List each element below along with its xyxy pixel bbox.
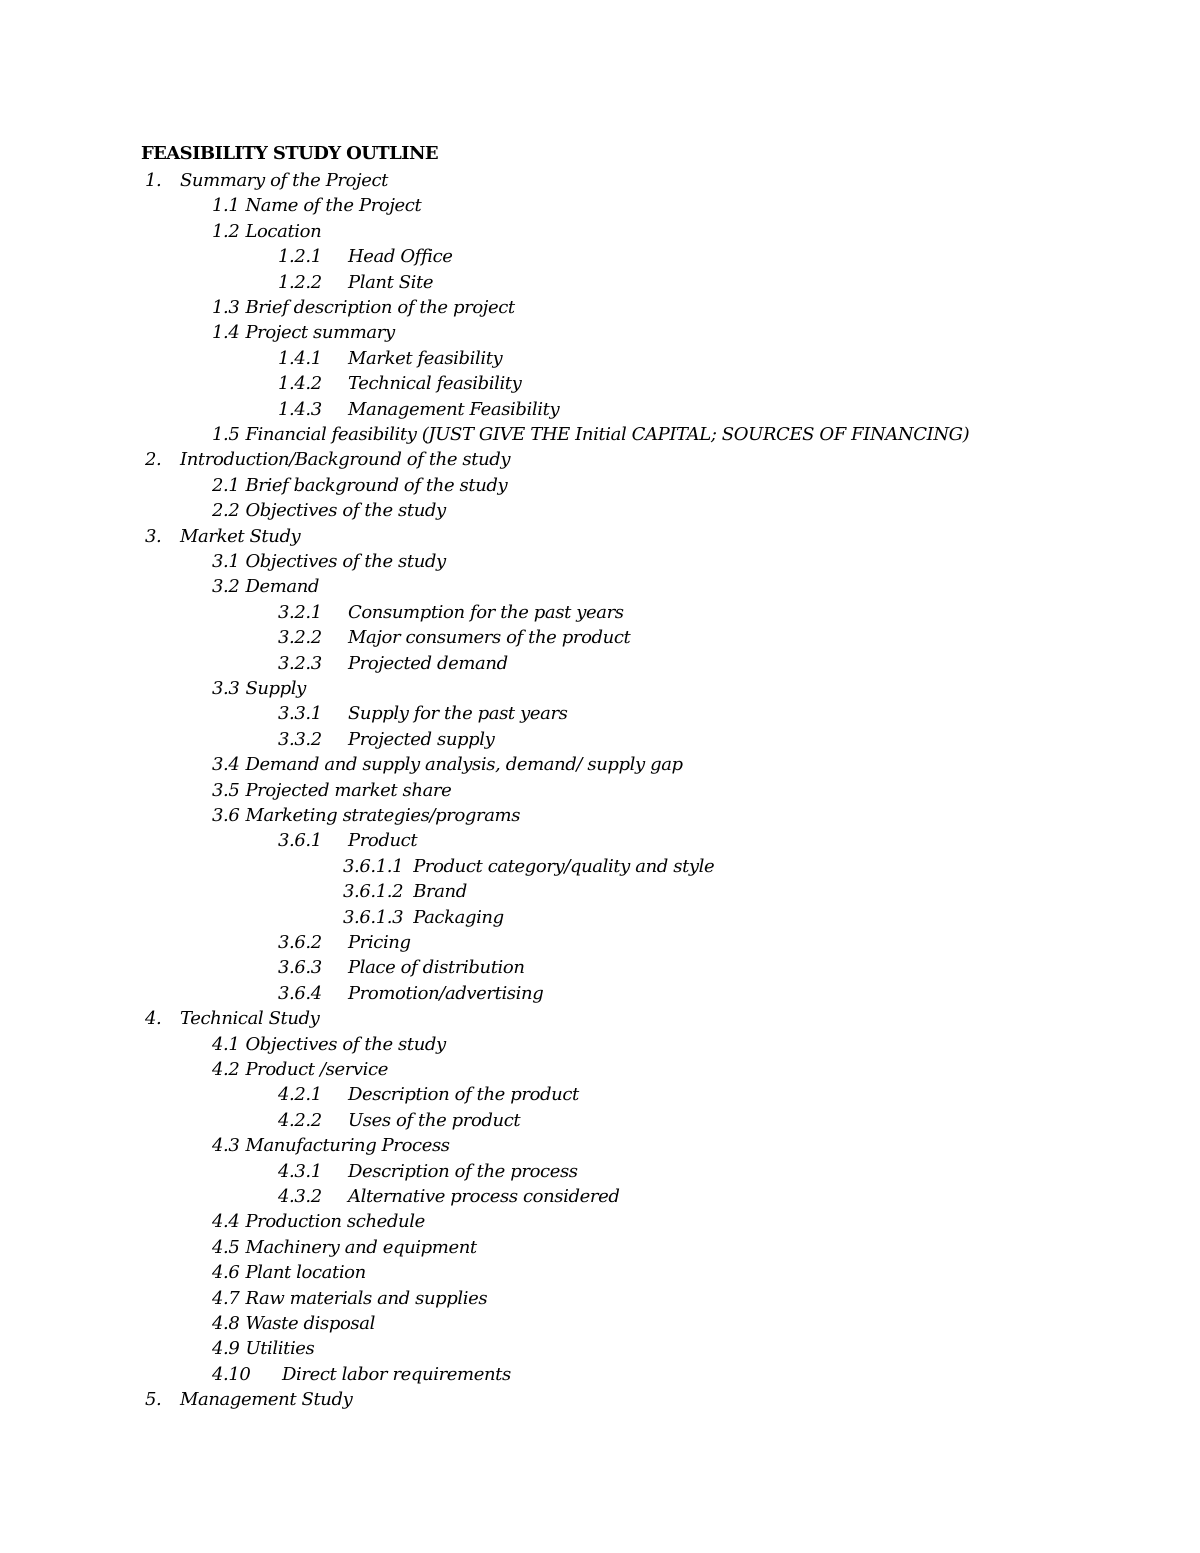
outline-item-number: 1.4.2 [278, 373, 322, 395]
outline-item-text: Utilities [245, 1338, 315, 1360]
outline-item-number: 4.1 [212, 1033, 240, 1055]
outline-item [212, 752, 683, 777]
outline-item-text: Marketing strategies/programs [245, 805, 521, 826]
outline-item-text: Introduction/Background of the study [180, 449, 511, 471]
outline-item-text: Plant location [245, 1262, 366, 1284]
outline-item [212, 676, 306, 701]
outline-item-number: 3.5 [212, 779, 240, 801]
outline-item [145, 1387, 352, 1412]
outline-item [278, 397, 559, 422]
outline-item-text: Alternative process considered [348, 1186, 620, 1207]
outline-item-number: 2. [145, 449, 162, 471]
outline-item [278, 1082, 579, 1107]
outline-item-number: 4.9 [212, 1338, 240, 1360]
outline-item-text: Waste disposal [245, 1313, 375, 1334]
outline-item-number: 2.1 [212, 474, 240, 496]
outline-item-number: 3.6.1.3 [343, 906, 404, 928]
outline-item [212, 778, 451, 803]
outline-item [278, 244, 453, 269]
outline-item-text: Consumption for the past years [348, 601, 624, 623]
outline-item-number: 4.10 [212, 1363, 251, 1385]
outline-item-number: 3.3.1 [278, 703, 322, 725]
outline-item [278, 1108, 520, 1133]
outline-item [212, 1209, 425, 1234]
outline-item [212, 295, 515, 320]
outline-item-text: Management Study [180, 1389, 353, 1411]
outline-item [278, 625, 630, 650]
outline-item [212, 1286, 487, 1311]
outline-item-text: Market Study [180, 525, 301, 547]
outline-item-number: 1.3 [212, 297, 240, 318]
outline-item-text: Manufacturing Process [245, 1135, 450, 1157]
outline-item-text: Plant Site [348, 271, 434, 293]
outline-item-number: 4.3.2 [278, 1186, 322, 1207]
outline-item-number: 3.6.3 [278, 957, 322, 979]
outline-item [278, 600, 624, 625]
outline-item-text: Management Feasibility [348, 398, 560, 420]
outline-item-number: 4.5 [212, 1236, 240, 1258]
document-title: FEASIBILITY STUDY OUTLINE [141, 143, 438, 164]
outline-item [212, 1032, 446, 1057]
outline-item-text: Pricing [348, 932, 411, 953]
outline-item-text: Projected demand [348, 652, 508, 674]
outline-item [212, 1336, 314, 1361]
outline-item [343, 879, 467, 904]
outline-item-number: 3.6.1 [278, 830, 322, 852]
outline-item [212, 1235, 477, 1260]
outline-item-number: 1.4 [212, 322, 240, 344]
outline-item-number: 3.6.1.1 [343, 855, 404, 877]
outline-item-text: Production schedule [245, 1211, 425, 1233]
outline-item [343, 905, 504, 930]
outline-item-text: Summary of the Project [180, 170, 389, 191]
outline-item-number: 1.1 [212, 195, 240, 217]
outline-item-number: 4.2.2 [278, 1109, 322, 1131]
outline-item [145, 168, 388, 193]
outline-item [278, 701, 567, 726]
outline-item-number: 3.4 [212, 754, 240, 776]
outline-item-text: Packaging [413, 906, 504, 928]
outline-item-number: 4.4 [212, 1211, 240, 1233]
outline-item-text: Name of the Project [245, 195, 422, 217]
outline-item-number: 3.3 [212, 678, 240, 699]
outline-item-text: Supply [245, 678, 306, 699]
outline-item [278, 270, 433, 295]
outline-item-text: Supply for the past years [348, 703, 568, 725]
outline-item [145, 524, 300, 549]
outline-item [212, 219, 321, 244]
outline-item-number: 3.1 [212, 551, 240, 572]
outline-item-number: 3.6 [212, 805, 240, 826]
outline-item-number: 3.6.1.2 [343, 881, 404, 903]
outline-item-text: Place of distribution [348, 957, 525, 979]
outline-item-number: 4.3.1 [278, 1160, 322, 1182]
outline-item-text: Description of the product [348, 1084, 579, 1106]
outline-item-number: 4.7 [212, 1287, 240, 1309]
outline-item-number: 4.2 [212, 1059, 240, 1080]
outline-item-number: 3. [145, 525, 162, 547]
outline-item [278, 371, 521, 396]
outline-item-text: Uses of the product [348, 1109, 521, 1131]
outline-item-number: 2.2 [212, 500, 240, 522]
outline-item [212, 574, 319, 599]
outline-item-number: 1. [145, 170, 162, 191]
outline-item-text: Objectives of the study [245, 500, 446, 522]
outline-item-number: 5. [145, 1389, 162, 1411]
outline-item-number: 3.2.1 [278, 601, 322, 623]
outline-item [212, 803, 520, 828]
outline-item-text: Financial feasibility (JUST GIVE THE Initial CAPITAL; SOURCES OF FINANCING) [245, 424, 970, 445]
outline-item-text: Promotion/advertising [348, 982, 544, 1004]
outline-item-text: Demand [245, 576, 320, 598]
outline-item-text: Project summary [245, 322, 395, 344]
outline-item-text: Product [348, 830, 418, 852]
outline-item-text: Projected supply [348, 728, 495, 750]
outline-item-number: 1.4.1 [278, 347, 322, 369]
outline-item-number: 4.3 [212, 1135, 240, 1157]
outline-item [212, 1057, 388, 1082]
outline-item-text: Technical Study [180, 1008, 320, 1030]
outline-item [343, 854, 714, 879]
outline-item-text: Objectives of the study [245, 1033, 446, 1055]
outline-item-text: Product category/quality and style [413, 855, 715, 877]
outline-item-number: 1.4.3 [278, 398, 322, 420]
outline-item [278, 651, 508, 676]
outline-item-text: Projected market share [245, 779, 452, 801]
outline-item [278, 346, 502, 371]
outline-item-text: Direct labor requirements [282, 1363, 511, 1385]
outline-item-text: Major consumers of the product [348, 627, 631, 649]
outline-item [212, 498, 446, 523]
outline-item [145, 447, 510, 472]
outline-item-number: 3.6.2 [278, 932, 322, 953]
outline-item [212, 549, 446, 574]
outline-item [278, 955, 525, 980]
outline-item-text: Machinery and equipment [245, 1236, 477, 1258]
outline-item-text: Brand [413, 881, 467, 903]
outline-item-text: Brief description of the project [245, 297, 515, 318]
outline-item [278, 981, 543, 1006]
outline-item-number: 1.2.2 [278, 271, 322, 293]
outline-item-text: Description of the process [348, 1160, 578, 1182]
outline-item-number: 1.5 [212, 424, 240, 445]
outline-item-text: Demand and supply analysis, demand/ supply gap [245, 754, 683, 776]
outline-item-text: Brief background of the study [245, 474, 508, 496]
outline-item [212, 1133, 450, 1158]
outline-item-text: Technical feasibility [348, 373, 522, 395]
outline-item [278, 930, 411, 955]
outline-item [278, 828, 417, 853]
outline-item [212, 1362, 511, 1387]
outline-item-text: Objectives of the study [245, 551, 446, 572]
outline-item-number: 3.2 [212, 576, 240, 598]
outline-item [212, 473, 507, 498]
outline-item-text: Raw materials and supplies [245, 1287, 488, 1309]
outline-item-number: 4. [145, 1008, 162, 1030]
outline-item [145, 1006, 319, 1031]
outline-item-number: 1.2.1 [278, 246, 322, 268]
outline-item [278, 1159, 578, 1184]
outline-item-number: 3.3.2 [278, 728, 322, 750]
outline-item [212, 193, 421, 218]
outline-item-text: Location [245, 220, 322, 242]
outline-item-number: 3.2.3 [278, 652, 322, 674]
outline-item-number: 3.6.4 [278, 982, 322, 1004]
outline-item [278, 1184, 619, 1209]
outline-item-text: Market feasibility [348, 347, 503, 369]
outline-item-text: Product /service [245, 1059, 388, 1080]
outline-item [212, 422, 969, 447]
outline-item-number: 4.8 [212, 1313, 240, 1334]
outline-item-number: 4.6 [212, 1262, 240, 1284]
outline-item [212, 1260, 366, 1285]
outline-item-text: Head Office [348, 246, 453, 268]
outline-item-number: 1.2 [212, 220, 240, 242]
outline-item [278, 727, 494, 752]
outline-item-number: 4.2.1 [278, 1084, 322, 1106]
outline-item-number: 3.2.2 [278, 627, 322, 649]
outline-item [212, 1311, 375, 1336]
outline-item [212, 320, 395, 345]
